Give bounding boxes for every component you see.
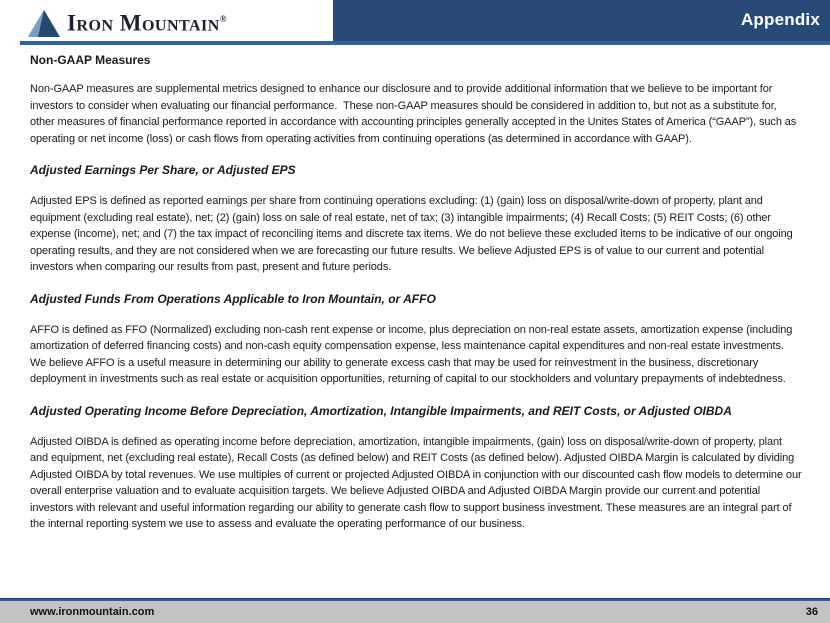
brand-name: Iron Mountain®: [67, 10, 228, 36]
section-heading-affo: Adjusted Funds From Operations Applicable to Iron Mountain, or AFFO: [30, 291, 436, 306]
footer-bar: [0, 601, 830, 623]
section-heading-adjusted-oibda: Adjusted Operating Income Before Depreciation, Amortization, Intangible Impairments, and REIT Costs, or Adjusted OIBDA: [30, 403, 732, 418]
footer: [0, 598, 830, 623]
footer-page-number: 36: [805, 606, 818, 618]
page-title: Non-GAAP Measures: [30, 53, 151, 67]
section-paragraph-adjusted-eps: Adjusted EPS is defined as reported earnings per share from continuing operations excluding: (1) (gain) loss on disposal/write-down of property, plant and equipment (excluding real estate), net; (2) (gain) loss on sale of real estate, net of tax; (3) intangible impairments; (4) Recall Costs; (5) REIT Costs; (6) other expense (income), net; and (7) the tax impact of reconciling items and discrete tax items. We do not believe these excluded items to be indicative of our ongoing operating results, and they are not considered when we are forecasting our future results. We believe Adjusted EPS is of value to our current and potential investors when comparing our results from past, present and future periods.: [30, 195, 796, 273]
page-section-label: Appendix: [740, 10, 820, 29]
intro-paragraph: Non-GAAP measures are supplemental metrics designed to enhance our disclosure and to provide additional information that we believe to be important for investors to consider when evaluating our financial performance. These non-GAAP measures should be considered in addition to, but not as a substitute for, other measures of financial performance reported in accordance with accounting principles generally accepted in the Unites States of America (“GAAP”), such as operating or net income (loss) or cash flows from operating activities from continuing operations (as determined in accordance with GAAP).: [30, 83, 800, 145]
content-area: [30, 45, 805, 549]
registered-mark: ®: [219, 14, 228, 24]
iron-mountain-logo: [28, 6, 227, 37]
header: [0, 0, 830, 45]
section-paragraph-affo: AFFO is defined as FFO (Normalized) excluding non-cash rent expense or income, plus depreciation on non-real estate assets, amortization expense (including amortization of deferred financing costs) and non-cash equity compensation expense, less maintenance capital expenditures and non-real estate investments. We believe AFFO is a useful measure in determining our ability to generate excess cash that may be used for reinvestment in the business, discretionary deployment in investments such as real estate or acquisition opportunities, returning of capital to our stockholders and voluntary prepayments of indebtedness.: [30, 323, 796, 385]
section-heading-adjusted-eps: Adjusted Earnings Per Share, or Adjusted EPS: [30, 163, 296, 177]
footer-website: www.ironmountain.com: [30, 606, 155, 618]
section-paragraph-adjusted-oibda: Adjusted OIBDA is defined as operating income before depreciation, amortization, intangible impairments, (gain) loss on disposal/write-down of property, plant and equipment, net (excluding real estate), Recall Costs (as defined below) and REIT Costs (as defined below). Adjusted OIBDA Margin is calculated by dividing Adjusted OIBDA by total revenues. We use multiples of current or projected Adjusted OIBDA in conjunction with our discounted cash flow models to determine our overall enterprise valuation and to evaluate acquisition targets. We believe Adjusted OIBDA and Adjusted OIBDA Margin provide our current and potential investors with relevant and useful information regarding our ability to generate cash flow to support business investment. These measures are an integral part of the internal reporting system we use to assess and evaluate the operating performance of our business.: [30, 435, 805, 530]
mountain-triangle-icon: [28, 10, 60, 37]
